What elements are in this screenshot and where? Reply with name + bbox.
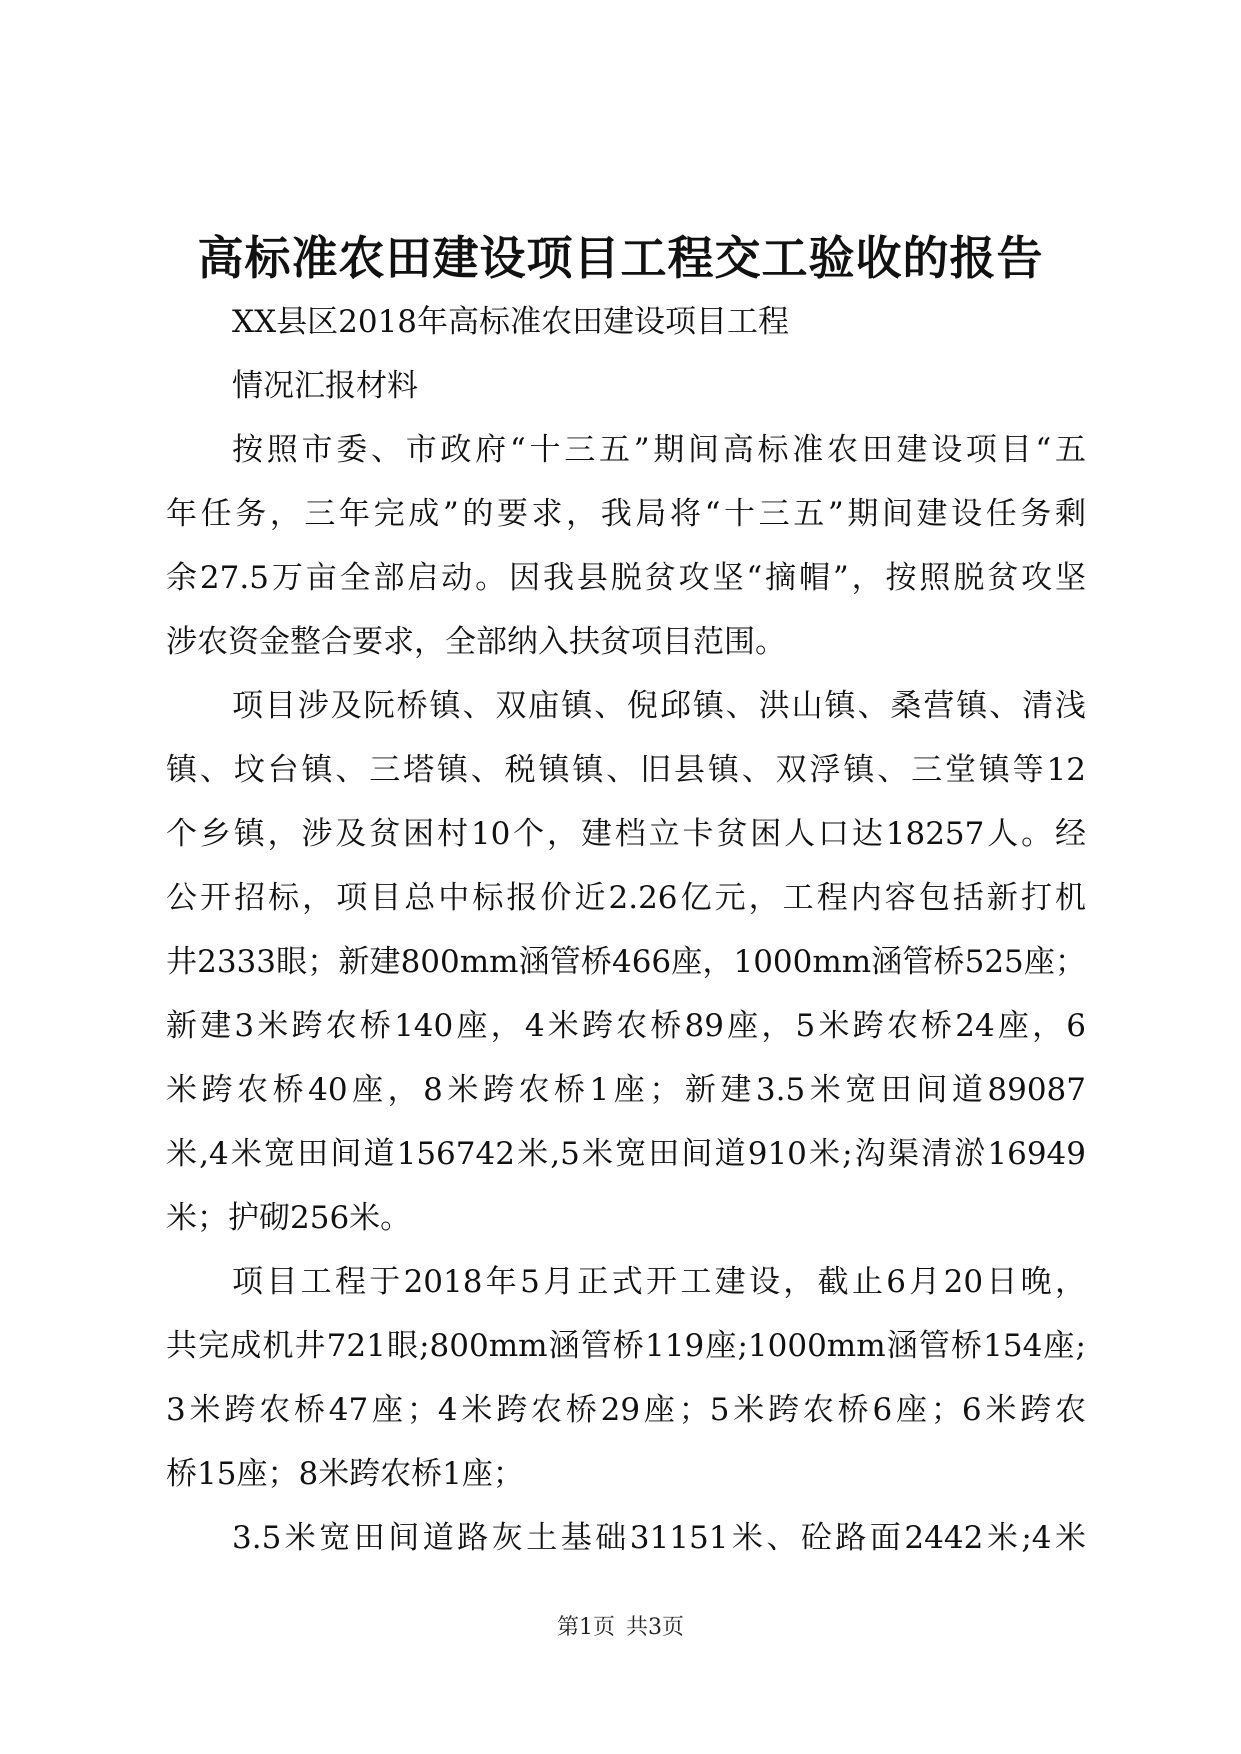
paragraph-line: 3.5米宽田间道路灰土基础31151米、砼路面2442米;4米 xyxy=(232,1520,1086,1556)
document-title: 高标准农田建设项目工程交工验收的报告 xyxy=(197,231,1044,285)
paragraph-line: 公开招标，项目总中标报价近2.26亿元，工程内容包括新打机 xyxy=(166,880,1086,916)
paragraph-line: 涉农资金整合要求，全部纳入扶贫项目范围。 xyxy=(166,624,786,660)
paragraph-line: 米,4米宽田间道156742米,5米宽田间道910米;沟渠清淤16949 xyxy=(166,1136,1086,1172)
paragraph-line: 年任务，三年完成”的要求，我局将“十三五”期间建设任务剩 xyxy=(166,496,1086,532)
paragraph-line: 按照市委、市政府“十三五”期间高标准农田建设项目“五 xyxy=(232,432,1086,468)
subtitle-line-1: XX县区2018年高标准农田建设项目工程 xyxy=(232,304,790,340)
document-body xyxy=(166,290,1086,1570)
page-total: 共3页 xyxy=(626,1615,684,1640)
paragraph-line: 个乡镇，涉及贫困村10个，建档立卡贫困人口达18257人。经 xyxy=(166,816,1086,852)
paragraph-line: 桥15座；8米跨农桥1座； xyxy=(166,1456,524,1492)
paragraph-line: 3米跨农桥47座；4米跨农桥29座；5米跨农桥6座；6米跨农 xyxy=(166,1392,1086,1428)
paragraph-line: 镇、坟台镇、三塔镇、税镇镇、旧县镇、双浮镇、三堂镇等12 xyxy=(166,752,1086,788)
paragraph-line: 新建3米跨农桥140座，4米跨农桥89座，5米跨农桥24座，6 xyxy=(166,1008,1086,1044)
paragraph-line: 共完成机井721眼;800mm涵管桥119座;1000mm涵管桥154座; xyxy=(166,1328,1086,1364)
paragraph-line: 米；护砌256米。 xyxy=(166,1200,412,1236)
paragraph-line: 井2333眼；新建800mm涵管桥466座，1000mm涵管桥525座； xyxy=(166,944,1086,980)
page-number: 第1页 xyxy=(557,1615,615,1640)
paragraph-line: 米跨农桥40座，8米跨农桥1座；新建3.5米宽田间道89087 xyxy=(166,1072,1086,1108)
paragraph-line: 余27.5万亩全部启动。因我县脱贫攻坚“摘帽”，按照脱贫攻坚 xyxy=(166,560,1086,596)
subtitle-line-2: 情况汇报材料 xyxy=(232,368,418,404)
paragraph-line: 项目涉及阮桥镇、双庙镇、倪邱镇、洪山镇、桑营镇、清浅 xyxy=(232,688,1086,724)
page-footer xyxy=(0,1610,1241,1641)
paragraph-line: 项目工程于2018年5月正式开工建设，截止6月20日晚， xyxy=(232,1264,1086,1300)
